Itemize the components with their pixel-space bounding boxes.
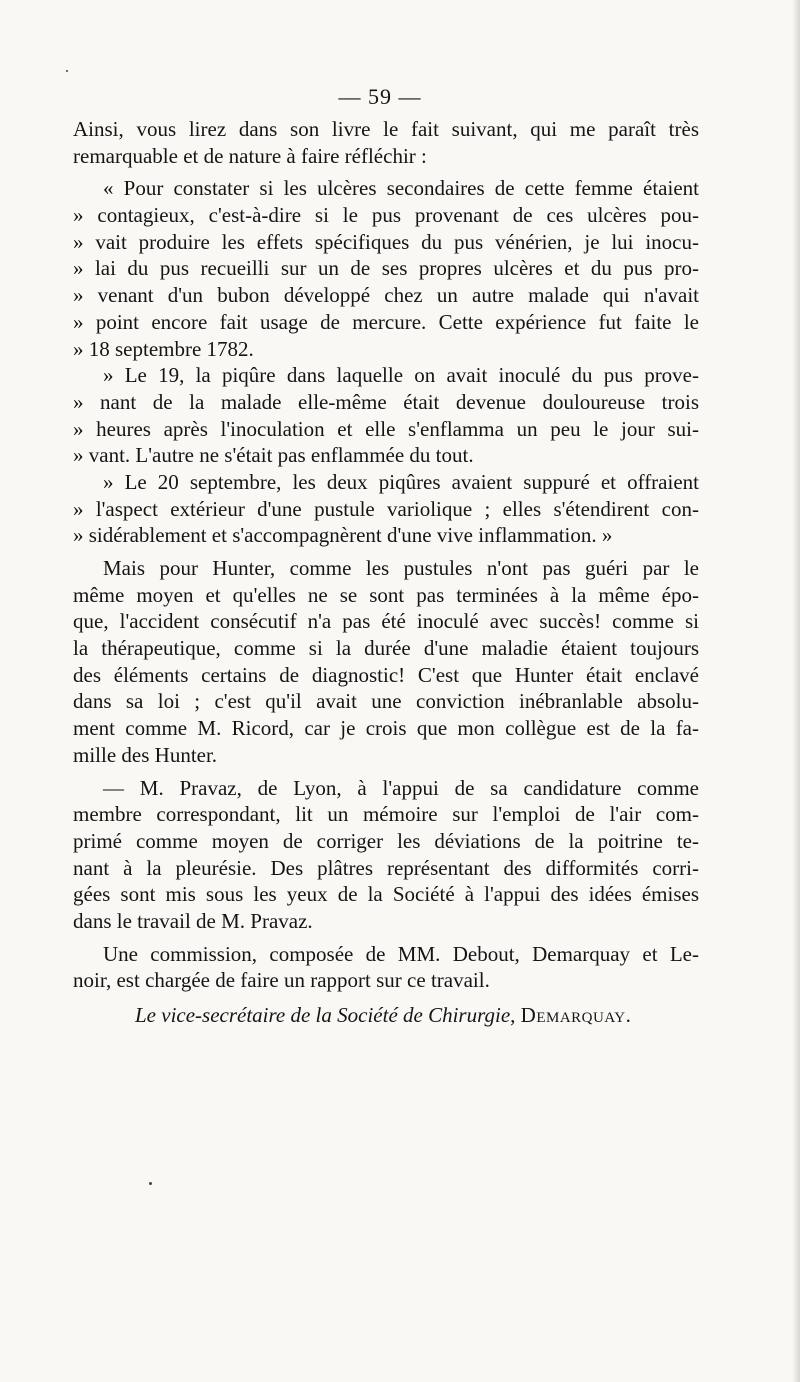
- text-line: — M. Pravaz, de Lyon, à l'appui de sa candidature comme: [103, 775, 699, 800]
- page-edge-shadow: [792, 0, 800, 1382]
- quote-line: » l'aspect extérieur d'une pustule variolique ; elles s'étendirent con-: [73, 496, 699, 521]
- text-line: membre correspondant, lit un mémoire sur l'emploi de l'air com-: [73, 802, 699, 827]
- text-line: gées sont mis sous les yeux de la Société à l'appui des idées émises: [73, 882, 699, 907]
- quote-line: » lai du pus recueilli sur un de ses propres ulcères et du pus pro-: [73, 256, 699, 281]
- text-line: des éléments certains de diagnostic! C'est que Hunter était enclavé: [73, 662, 699, 687]
- text-line: Une commission, composée de MM. Debout, Demarquay et Le-: [103, 941, 699, 966]
- body-text: [73, 116, 699, 1032]
- quote-line: « Pour constater si les ulcères secondaires de cette femme étaient: [103, 176, 699, 201]
- text-line: remarquable et de nature à faire réfléchir :: [73, 143, 427, 168]
- print-speck: [66, 70, 68, 72]
- text-line: que, l'accident consécutif n'a pas été inoculé avec succès! comme si: [73, 609, 699, 634]
- quote-line: » point encore fait usage de mercure. Cette expérience fut faite le: [73, 309, 699, 334]
- page-number: — 59 —: [338, 84, 422, 109]
- text-line: la thérapeutique, comme si la durée d'une maladie étaient toujours: [73, 636, 699, 661]
- quote-line: » venant d'un bubon développé chez un autre malade qui n'avait: [73, 283, 699, 308]
- text-line: Mais pour Hunter, comme les pustules n'ont pas guéri par le: [103, 556, 699, 580]
- text-line: nant à la pleurésie. Des plâtres représentant des difformités corri-: [73, 855, 699, 880]
- text-line: dans sa loi ; c'est qu'il avait une conviction inébranlable absolu-: [73, 689, 699, 714]
- quote-line: » vait produire les effets spécifiques du pus vénérien, je lui inocu-: [73, 229, 699, 254]
- print-speck: [149, 1182, 152, 1185]
- quote-line: » sidérablement et s'accompagnèrent d'une vive inflammation. »: [73, 523, 613, 548]
- text-line: même moyen et qu'elles ne se sont pas terminées à la même épo-: [73, 582, 699, 607]
- signature-role: Le vice-secrétaire de la Société de Chirurgie,: [135, 1003, 516, 1027]
- quote-line: » Le 20 septembre, les deux piqûres avaient suppuré et offraient: [103, 469, 699, 494]
- quote-line: » 18 septembre 1782.: [73, 336, 254, 361]
- signature: [73, 1002, 699, 1032]
- quote-line: » contagieux, c'est-à-dire si le pus provenant de ces ulcères pou-: [73, 203, 699, 228]
- signature-name: Demarquay.: [520, 1003, 632, 1027]
- text-line: noir, est chargée de faire un rapport sur ce travail.: [73, 968, 490, 993]
- text-line: dans le travail de M. Pravaz.: [73, 908, 313, 933]
- quote-line: » Le 19, la piqûre dans laquelle on avait inoculé du pus prove-: [103, 363, 699, 388]
- text-line: ment comme M. Ricord, car je crois que mon collègue est de la fa-: [73, 716, 699, 741]
- text-line: mille des Hunter.: [73, 742, 218, 767]
- quote-line: » nant de la malade elle-même était devenue douloureuse trois: [73, 389, 699, 414]
- quote-line: » vant. L'autre ne s'était pas enflammée du tout.: [73, 443, 474, 468]
- text-line: primé comme moyen de corriger les déviations de la poitrine te-: [73, 828, 699, 853]
- text-line: Ainsi, vous lirez dans son livre le fait suivant, qui me paraît très: [73, 117, 699, 141]
- quote-line: » heures après l'inoculation et elle s'enflamma un peu le jour sui-: [73, 416, 699, 441]
